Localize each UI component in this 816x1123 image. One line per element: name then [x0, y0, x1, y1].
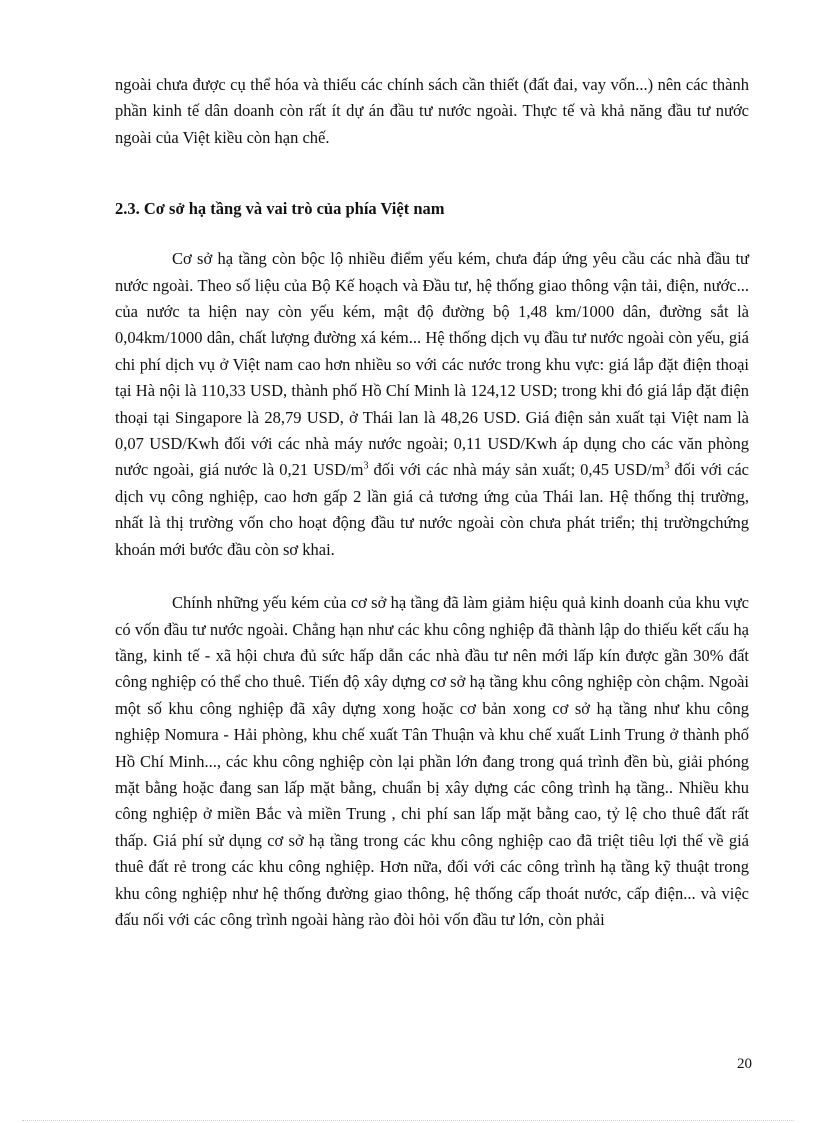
paragraph-text: đối với các dịch vụ công nghiệp, cao hơn gấp 2 lần giá cả tương ứng của Thái lan. Hệ thống thị trường, nhất là thị trường vốn cho hoạt động đầu tư nước ngoài còn chưa phát triển; thị trườngchứng khoán mới bước đầu còn sơ khai.: [115, 460, 749, 559]
paragraph-industrial-zones: Chính những yếu kém của cơ sở hạ tầng đã làm giảm hiệu quả kinh doanh của khu vực có vốn đầu tư nước ngoài. Chẳng hạn như các khu công nghiệp đã thành lập do thiếu kết cấu hạ tầng, kinh tế - xã hội chưa đủ sức hấp dẫn các nhà đầu tư nên mới lấp kín được gần 30% đất công nghiệp có thể cho thuê. Tiến độ xây dựng cơ sở hạ tầng khu công nghiệp còn chậm. Ngoài một số khu công nghiệp đã xây dựng xong hoặc cơ bản xong cơ sở hạ tầng như khu công nghiệp Nomura - Hải phòng, khu chế xuất Tân Thuận và khu chế xuất Linh Trung ở thành phố Hồ Chí Minh..., các khu công nghiệp còn lại phần lớn đang trong quá trình đền bù, giải phóng mặt bằng hoặc đang san lấp mặt bằng, chuẩn bị xây dựng các công trình hạ tầng.. Nhiều khu công nghiệp ở miền Bắc và miền Trung , chi phí san lấp mặt bằng cao, tỷ lệ cho thuê đất rất thấp. Giá phí sử dụng cơ sở hạ tầng trong các khu công nghiệp cao đã triệt tiêu lợi thế về giá thuê đất rẻ trong các khu công nghiệp. Hơn nữa, đối với các công trình hạ tầng kỹ thuật trong khu công nghiệp như hệ thống đường giao thông, hệ thống cấp thoát nước, cấp điện... và việc đấu nối với các công trình ngoài hàng rào đòi hỏi vốn đầu tư lớn, còn phải: [115, 593, 749, 929]
page-body: [115, 72, 749, 933]
continuation-paragraph: ngoài chưa được cụ thể hóa và thiếu các chính sách cần thiết (đất đai, vay vốn...) nên các thành phần kinh tế dân doanh còn rất ít dự án đầu tư nước ngoài. Thực tế và khả năng đầu tư nước ngoài của Việt kiều còn hạn chế.: [115, 75, 749, 147]
paragraph-text: Cơ sở hạ tầng còn bộc lộ nhiều điểm yếu kém, chưa đáp ứng yêu cầu các nhà đầu tư nước ngoài. Theo số liệu của Bộ Kế hoạch và Đầu tư, hệ thống giao thông vận tải, điện, nước... của nước ta hiện nay còn yếu kém, mật độ đường bộ 1,48 km/1000 dân, đường sắt là 0,04km/1000 dân, chất lượng đường xá kém... Hệ thống dịch vụ đầu tư nước ngoài còn yếu, giá chi phí dịch vụ ở Việt nam cao hơn nhiều so với các nước trong khu vực: giá lắp đặt điện thoại tại Hà nội là 110,33 USD, thành phố Hồ Chí Minh là 124,12 USD; trong khi đó giá lắp đặt điện thoại tại Singapore là 28,79 USD, ở Thái lan là 48,26 USD. Giá điện sản xuất tại Việt nam là 0,07 USD/Kwh đối với các nhà máy nước ngoài; 0,11 USD/Kwh áp dụng cho các văn phòng nước ngoài, giá nước là 0,21 USD/m: [115, 249, 749, 480]
spacer: [115, 563, 749, 590]
superscript-cubic: 3: [363, 460, 369, 472]
paragraph-text: đối với các nhà máy sản xuất; 0,45 USD/m: [368, 460, 665, 480]
section-heading: 2.3. Cơ sở hạ tầng và vai trò của phía Việt nam: [115, 199, 445, 219]
page-bottom-divider: [22, 1120, 794, 1121]
page-number: 20: [737, 1056, 752, 1072]
spacer: [115, 222, 749, 246]
paragraph-infrastructure-weaknesses: [115, 246, 749, 563]
superscript-cubic: 3: [664, 460, 670, 472]
spacer: [115, 151, 749, 196]
